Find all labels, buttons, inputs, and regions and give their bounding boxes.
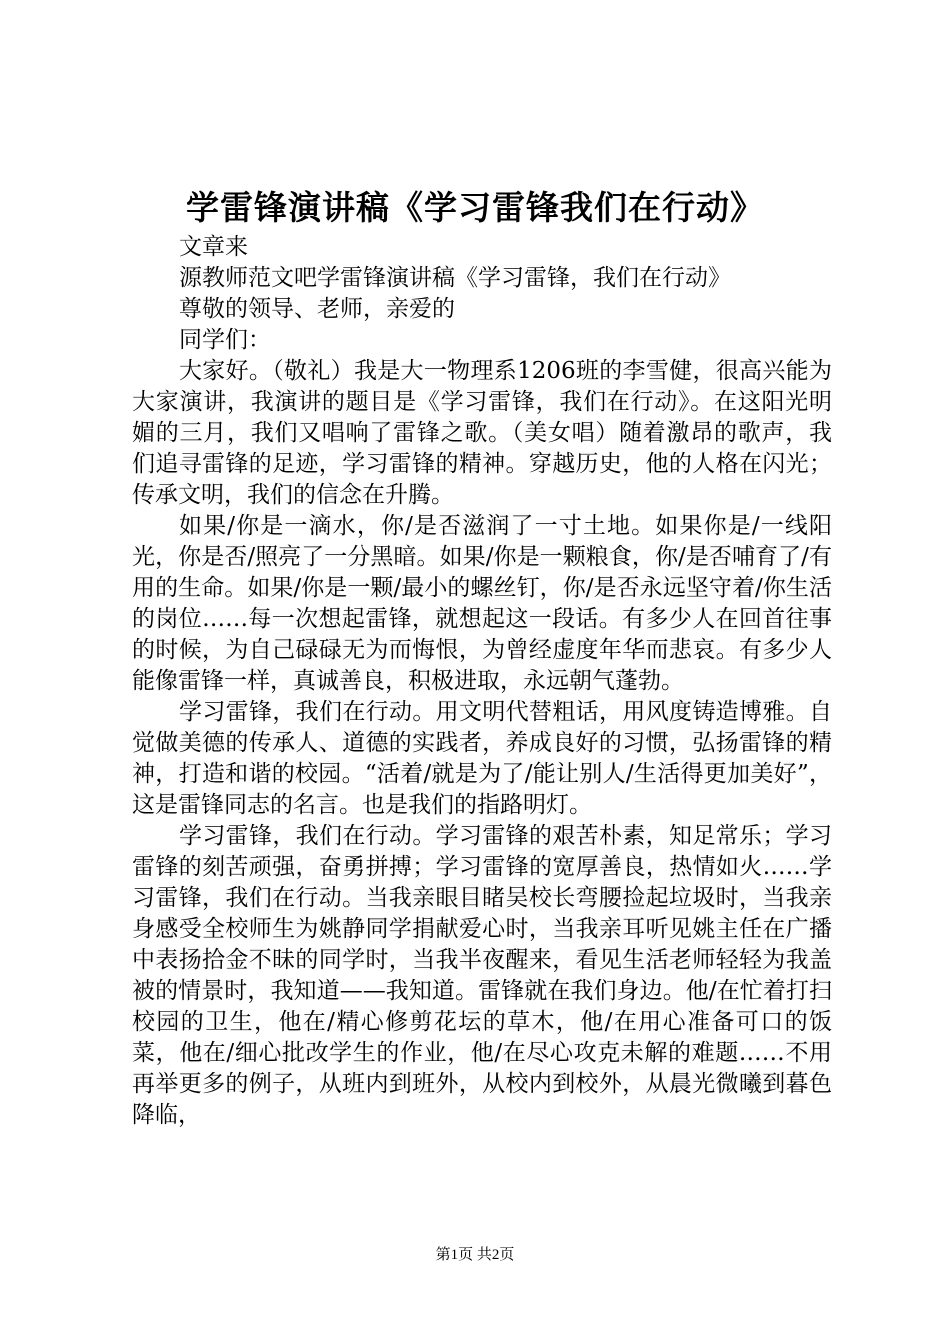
intro-line: 源教师范文吧学雷锋演讲稿《学习雷锋，我们在行动》 [179,265,731,291]
body-paragraph: 如果/你是一滴水，你/是否滋润了一寸土地。如果你是/一线阳光，你是否/照亮了一分黑暗。如果/你是一颗粮食，你/是否哺育了/有用的生命。如果/你是一颗/最小的螺丝钉，你/是否永远坚守着/你生活的岗位……每一次想起雷锋，就想起这一段话。有多少人在回首往事的时候，为自己碌碌无为而悔恨，为曾经虚度年华而悲哀。有多少人能像雷锋一样，真诚善良，积极进取，永远朝气蓬勃。 [132,513,832,694]
intro-line: 尊敬的领导、老师，亲爱的 [179,296,455,322]
body-paragraph: 学习雷锋，我们在行动。用文明代替粗话，用风度铸造博雅。自觉做美德的传承人、道德的实践者，养成良好的习惯，弘扬雷锋的精神，打造和谐的校园。“活着/就是为了/能让别人/生活得更加美好”，这是雷锋同志的名言。也是我们的指路明灯。 [132,699,832,818]
page-number-footer: 第1页 共2页 [435,1247,515,1263]
body-paragraph: 大家好。（敬礼）我是大一物理系1206班的李雪健，很高兴能为大家演讲，我演讲的题目是《学习雷锋，我们在行动》。在这阳光明媚的三月，我们又唱响了雷锋之歌。（美女唱）随着激昂的歌声，我们追寻雷锋的足迹，学习雷锋的精神。穿越历史，他的人格在闪光；传承文明，我们的信念在升腾。 [132,358,832,508]
intro-line: 同学们： [179,327,271,353]
document-body [132,232,832,1131]
body-paragraph: 学习雷锋，我们在行动。学习雷锋的艰苦朴素，知足常乐；学习雷锋的刻苦顽强，奋勇拼搏；学习雷锋的宽厚善良，热情如火……学习雷锋，我们在行动。当我亲眼目睹吴校长弯腰捡起垃圾时，当我亲身感受全校师生为姚静同学捐献爱心时，当我亲耳听见姚主任在广播中表扬拾金不昧的同学时，当我半夜醒来，看见生活老师轻轻为我盖被的情景时，我知道——我知道。雷锋就在我们身边。他/在忙着打扫校园的卫生，他在/精心修剪花坛的草木，他/在用心准备可口的饭菜，他在/细心批改学生的作业，他/在尽心攻克未解的难题……不用再举更多的例子，从班内到班外，从校内到校外，从晨光微曦到暮色降临， [132,823,832,1128]
document-title: 学雷锋演讲稿《学习雷锋我们在行动》 [186,188,764,227]
intro-line: 文章来 [179,234,248,260]
